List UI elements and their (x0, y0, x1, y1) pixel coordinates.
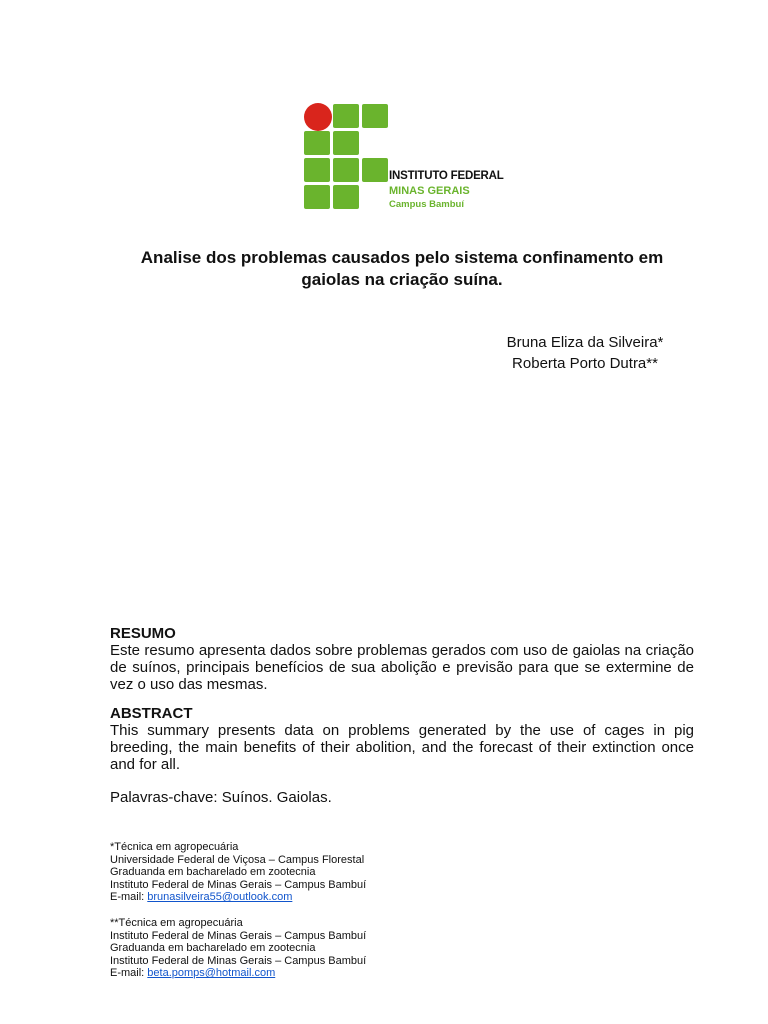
author-name: Roberta Porto Dutra** (512, 355, 658, 372)
email-label: E-mail: (110, 891, 148, 904)
logo-square (304, 158, 330, 182)
footnote-email-line (110, 967, 366, 980)
logo-square (362, 104, 388, 128)
footnote-email-line (110, 891, 366, 904)
logo-square (333, 131, 359, 155)
resumo-text: Este resumo apresenta dados sobre problemas gerados com uso de gaiolas na criação de suínos, principais benefícios de sua abolição e previsão para que se extermine de vez o uso das mesmas. (110, 642, 694, 693)
resumo-section (110, 625, 694, 693)
logo-text-campus: Campus Bambuí (389, 199, 464, 210)
abstract-text: This summary presents data on problems generated by the use of cages in pig breeding, the main benefits of their abolition, and the forecast of their extinction once and for all. (110, 722, 694, 773)
document-title: Analise dos problemas causados pelo sistema confinamento em gaiolas na criação suína. (140, 248, 664, 289)
email-link[interactable]: beta.pomps@hotmail.com (147, 967, 276, 980)
author-footnote (110, 917, 366, 980)
abstract-section (110, 705, 694, 773)
email-label: E-mail: (110, 967, 148, 980)
keywords: Palavras-chave: Suínos. Gaiolas. (110, 789, 332, 806)
logo-text-state: MINAS GERAIS (389, 185, 470, 197)
logo-square (304, 185, 330, 209)
footnote-line: Graduanda em bacharelado em zootecnia (110, 866, 316, 879)
footnote-line: Graduanda em bacharelado em zootecnia (110, 942, 316, 955)
institution-logo (303, 102, 513, 214)
footnote-line: Universidade Federal de Viçosa – Campus Florestal (110, 853, 365, 866)
logo-square (333, 158, 359, 182)
footnote-line: *Técnica em agropecuária (110, 841, 239, 853)
email-link[interactable]: brunasilveira55@outlook.com (147, 891, 293, 904)
logo-red-circle (304, 103, 332, 131)
author-footnote (110, 841, 366, 904)
logo-square (333, 104, 359, 128)
abstract-heading: ABSTRACT (110, 705, 193, 722)
logo-square (304, 131, 330, 155)
author-name: Bruna Eliza da Silveira* (506, 334, 664, 351)
footnote-line: **Técnica em agropecuária (110, 917, 243, 929)
footnote-line: Instituto Federal de Minas Gerais – Campus Bambuí (110, 878, 367, 891)
footnote-line: Instituto Federal de Minas Gerais – Campus Bambuí (110, 929, 367, 942)
author-list (440, 332, 730, 374)
logo-square (333, 185, 359, 209)
resumo-heading: RESUMO (110, 625, 176, 642)
logo-text-institute: INSTITUTO FEDERAL (389, 170, 504, 182)
footnote-line: Instituto Federal de Minas Gerais – Campus Bambuí (110, 954, 367, 967)
logo-square (362, 158, 388, 182)
